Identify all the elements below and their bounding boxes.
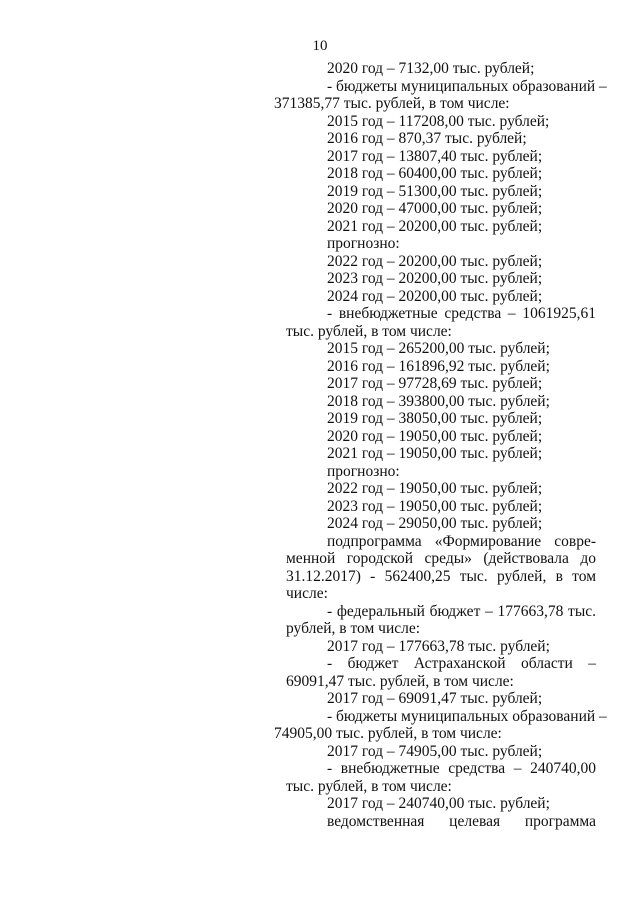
text-line: 2023 год – 20200,00 тыс. рублей; [327,270,543,287]
text-line: 2017 год – 97728,69 тыс. рублей; [327,375,543,392]
text-line: ведомственная целевая программа [327,812,596,830]
text-line: - бюджеты муниципальных образований – [327,707,607,725]
text-line: - бюджеты муниципальных образований – [327,77,607,95]
text-line: 2022 год – 20200,00 тыс. рублей; [327,252,543,270]
page-number: 10 [312,38,328,54]
document-body [274,60,607,830]
text-line: числе: [286,585,328,602]
text-line: - внебюджетные средства – 1061925,61 [327,305,596,322]
text-line: 2020 год – 7132,00 тыс. рублей; [327,60,535,77]
text-line: 2021 год – 19050,00 тыс. рублей; [327,445,543,462]
text-line: 2020 год – 47000,00 тыс. рублей; [327,200,543,217]
text-line: 371385,77 тыс. рублей, в том числе: [274,95,510,112]
text-line: - федеральный бюджет – 177663,78 тыс. [327,602,596,620]
text-line: 2016 год – 161896,92 тыс. рублей; [327,357,550,375]
text-line: 2019 год – 51300,00 тыс. рублей; [327,182,543,200]
text-line: 2021 год – 20200,00 тыс. рублей; [327,217,543,235]
text-line: рублей, в том числе: [286,620,421,637]
text-line: 69091,47 тыс. рублей, в том числе: [286,672,514,690]
text-line: подпрограмма «Формирование совре- [327,532,596,550]
text-line: 2019 год – 38050,00 тыс. рублей; [327,410,543,427]
text-line: тыс. рублей, в том числе: [286,777,452,795]
text-line: 2017 год – 74905,00 тыс. рублей; [327,742,543,760]
text-line: прогнозно: [327,235,400,252]
text-line: прогнозно: [327,462,400,480]
text-line: 2024 год – 20200,00 тыс. рублей; [327,287,543,305]
text-line: 2018 год – 393800,00 тыс. рублей; [327,392,550,410]
text-line: 31.12.2017) - 562400,25 тыс. рублей, в том [286,567,596,585]
text-line: 74905,00 тыс. рублей, в том числе: [274,725,502,742]
text-line: 2017 год – 69091,47 тыс. рублей; [327,690,543,707]
text-line: 2015 год – 265200,00 тыс. рублей; [327,340,550,357]
text-line: 2022 год – 19050,00 тыс. рублей; [327,480,543,497]
text-line: 2017 год – 13807,40 тыс. рублей; [327,147,543,165]
text-line: 2015 год – 117208,00 тыс. рублей; [327,112,550,130]
text-line: 2017 год – 177663,78 тыс. рублей; [327,637,550,655]
text-line: менной городской среды» (действовала до [286,550,596,567]
text-line: - бюджет Астраханской области – [327,655,596,672]
text-line: 2018 год – 60400,00 тыс. рублей; [327,165,543,182]
text-line: 2017 год – 240740,00 тыс. рублей; [327,795,550,812]
text-line: 2024 год – 29050,00 тыс. рублей; [327,515,543,532]
text-line: 2016 год – 870,37 тыс. рублей; [327,130,527,147]
text-line: 2020 год – 19050,00 тыс. рублей; [327,427,543,445]
text-line: - внебюджетные средства – 240740,00 [327,760,596,777]
text-line: 2023 год – 19050,00 тыс. рублей; [327,497,543,515]
text-line: тыс. рублей, в том числе: [286,322,452,340]
